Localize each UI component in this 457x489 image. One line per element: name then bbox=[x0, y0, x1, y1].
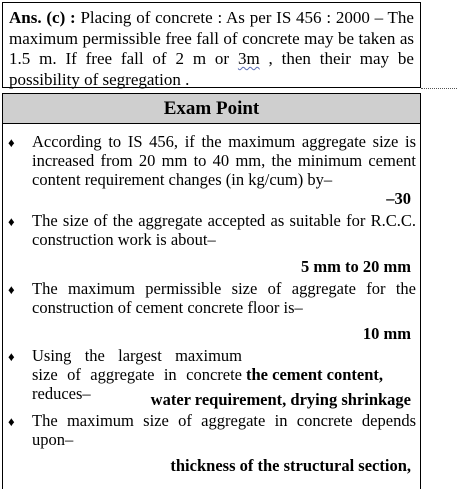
diamond-bullet-icon: ♦ bbox=[8, 414, 15, 429]
answer-text-2: , then their may be possibility of segregation . bbox=[9, 49, 414, 89]
question-text: Using the largest maximum size of aggregate in concrete reduces– bbox=[32, 346, 242, 403]
diamond-bullet-icon: ♦ bbox=[8, 135, 15, 150]
answer-label: Ans. (c) : bbox=[9, 8, 76, 27]
answer-value-continued: water requirement, drying shrinkage bbox=[150, 390, 411, 409]
spellcheck-word: 3m bbox=[237, 49, 260, 68]
answer-value: 10 mm bbox=[362, 324, 411, 343]
answer-value: the cement content, bbox=[246, 365, 383, 384]
question-text: The maximum size of aggregate in concrete depends upon– bbox=[32, 411, 416, 449]
answer-text-1: Placing of concrete : As per IS 456 : 2000 – The maximum permissible free fall of concrete may be taken as 1.5 m. If free fall of 2 m or bbox=[9, 8, 414, 68]
answer-value: thickness of the structural section, bbox=[170, 456, 411, 475]
dotted-divider bbox=[421, 88, 457, 89]
diamond-bullet-icon: ♦ bbox=[8, 214, 15, 229]
answer-box bbox=[2, 2, 421, 88]
question-text: The size of the aggregate accepted as suitable for R.C.C. construction work is about– bbox=[32, 211, 416, 249]
exam-point-box bbox=[2, 93, 421, 489]
question-text: According to IS 456, if the maximum aggregate size is increased from 20 mm to 40 mm, the minimum cement content requirement changes (in kg/cum) by– bbox=[32, 132, 416, 189]
question-text: The maximum permissible size of aggregate for the construction of cement concrete floor is– bbox=[32, 279, 416, 317]
diamond-bullet-icon: ♦ bbox=[8, 349, 15, 364]
diamond-bullet-icon: ♦ bbox=[8, 282, 15, 297]
answer-value: 5 mm to 20 mm bbox=[301, 257, 411, 276]
exam-point-heading: Exam Point bbox=[3, 94, 420, 124]
answer-value: –30 bbox=[386, 189, 411, 208]
